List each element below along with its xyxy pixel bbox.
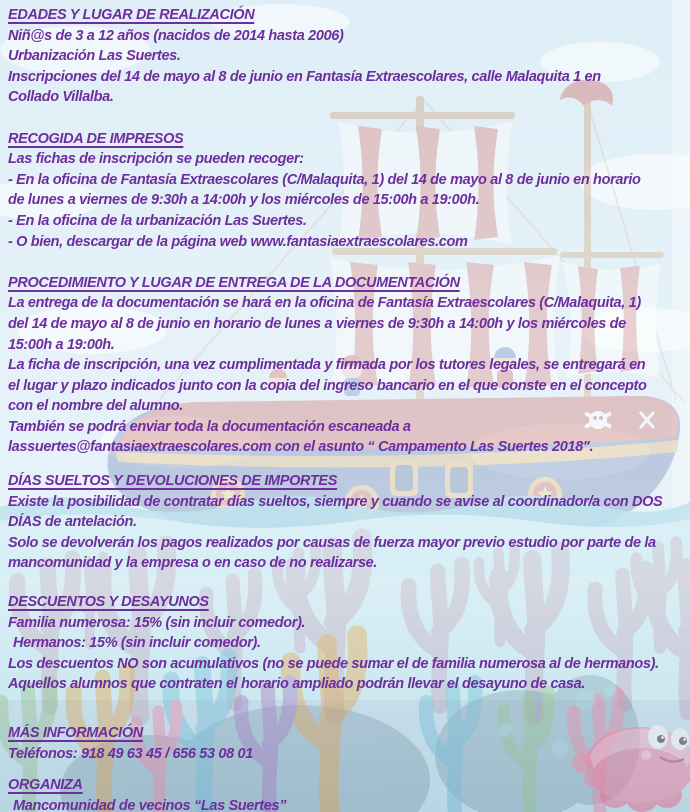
text-line: Familia numerosa: 15% (sin incluir comedor). (8, 614, 306, 631)
organizer-name: Mancomunidad de vecinos “Las Suertes” (13, 797, 287, 812)
section-heading: ORGANIZA (8, 777, 83, 794)
text-line: - En la oficina de la urbanización Las Suertes. (8, 212, 307, 229)
text-line: Las fichas de inscripción se pueden recoger: (8, 151, 304, 168)
text-line: el lugar y plazo indicados junto con la copia del ingreso bancario en el que conste en el concepto (8, 377, 647, 394)
flyer-text (8, 5, 690, 812)
text-line: - O bien, descargar de la página web www.fantasiaextraescolares.com (8, 233, 468, 250)
text-line: La entrega de la documentación se hará en la oficina de Fantasía Extraescolares (C/Malaquita, 1) (8, 295, 641, 312)
text-line: del 14 de mayo al 8 de junio en horario de lunes a viernes de 9:30h a 14:00h y los miércoles de (8, 315, 626, 332)
section-descuentos (8, 592, 690, 695)
text-line: Niñ@s de 3 a 12 años (nacidos de 2014 hasta 2006) (8, 27, 344, 44)
text-line: 15:00h a 19:00h. (8, 336, 115, 353)
text-line: La ficha de inscripción, una vez cumplimentada y firmada por los tutores legales, se entregará en (8, 357, 646, 374)
text-line: Aquellos alumnos que contraten el horario ampliado podrán llevar el desayuno de casa. (8, 676, 585, 693)
text-line: de lunes a viernes de 9:30h a 14:00h y los miércoles de 15:00h a 19:00h. (8, 192, 480, 209)
phone-numbers: Teléfonos: 918 49 63 45 / 656 53 08 01 (8, 745, 253, 762)
section-heading: DÍAS SUELTOS Y DEVOLUCIONES DE IMPORTES (8, 473, 338, 490)
text-line: lassuertes@fantasiaextraescolares.com con el asunto “ Campamento Las Suertes 2018". (8, 439, 594, 456)
text-line: También se podrá enviar toda la documentación escaneada a (8, 418, 411, 435)
section-heading: EDADES Y LUGAR DE REALIZACIÓN (8, 7, 255, 23)
text-line: - En la oficina de Fantasía Extraescolares (C/Malaquita, 1) del 14 de mayo al 8 de junio en horario (8, 171, 641, 188)
section-edades (8, 5, 690, 108)
section-dias-sueltos (8, 471, 690, 574)
text-line: Inscripciones del 14 de mayo al 8 de junio en Fantasía Extraescolares, calle Malaquita 1 en (8, 68, 601, 85)
text-line: Los descuentos NO son acumulativos (no se puede sumar el de familia numerosa al de hermanos). (8, 655, 659, 672)
section-heading: DESCUENTOS Y DESAYUNOS (8, 594, 209, 611)
text-line: mancomunidad y la empresa o en caso de no realizarse. (8, 555, 378, 572)
text-line: Existe la posibilidad de contratar días sueltos, siempre y cuando se avise al coordinador/a con DOS (8, 493, 663, 510)
text-line: Hermanos: 15% (sin incluir comedor). (13, 635, 261, 652)
section-organiza (8, 775, 690, 812)
section-heading: RECOGIDA DE IMPRESOS (8, 130, 184, 147)
text-line: Collado Villalba. (8, 89, 114, 106)
section-mas-informacion (8, 723, 690, 764)
text-line: Solo se devolverán los pagos realizados por causas de fuerza mayor previo estudio por parte de la (8, 534, 656, 551)
section-procedimiento (8, 273, 690, 458)
section-heading: MÁS INFORMACIÓN (8, 725, 143, 741)
section-recogida (8, 129, 690, 253)
text-line: Urbanización Las Suertes. (8, 48, 181, 65)
section-heading: PROCEDIMIENTO Y LUGAR DE ENTREGA DE LA DOCUMENTACIÓN (8, 274, 460, 291)
text-line: con el nombre del alumno. (8, 398, 183, 415)
text-line: DÍAS de antelación. (8, 514, 137, 531)
